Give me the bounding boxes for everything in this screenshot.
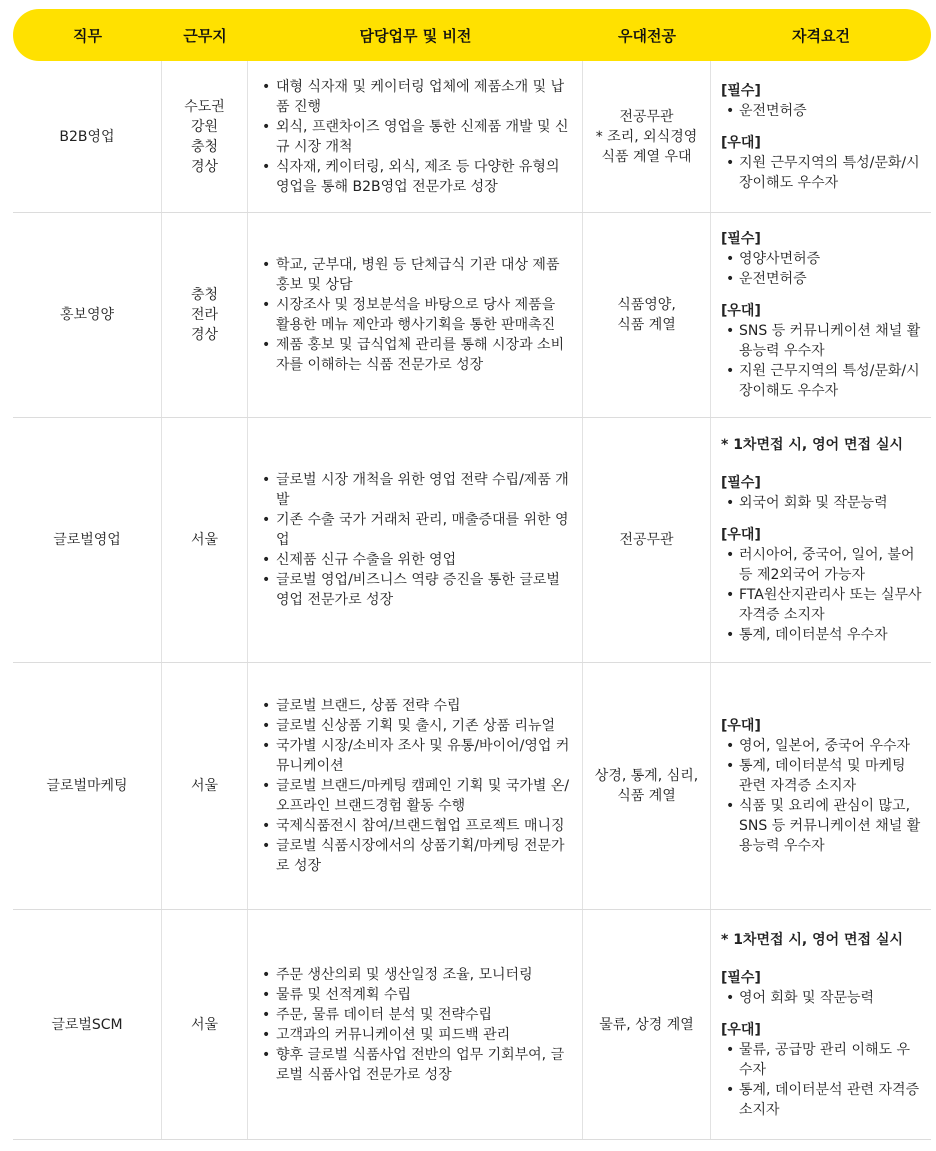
job-name: 홍보영양	[59, 307, 115, 323]
major-list	[617, 295, 676, 335]
duty-item: • 주문 생산의뢰 및 생산일정 조율, 모니터링	[262, 965, 572, 985]
requirements-content	[721, 229, 923, 401]
duty-item: • 글로벌 브랜드/마케팅 캠페인 기획 및 국가별 온/오프라인 브랜드경험 활동 수행	[262, 776, 572, 816]
requirement-list	[721, 101, 923, 121]
interview-note: * 1차면접 시, 영어 면접 실시	[721, 437, 903, 453]
location-item: 경상	[190, 158, 219, 175]
duty-item: • 학교, 군부대, 병원 등 단체급식 기관 대상 제품 홍보 및 상담	[262, 255, 572, 295]
table-body	[13, 61, 931, 1140]
duties-cell	[248, 61, 583, 212]
location-list	[191, 1015, 218, 1035]
duty-item: • 대형 식자재 및 케이터링 업체에 제품소개 및 납품 진행	[262, 77, 572, 117]
requirements-content	[721, 81, 923, 193]
requirement-group	[721, 473, 923, 513]
major-line: 전공무관	[619, 532, 674, 548]
duty-item: • 향후 글로벌 식품사업 전반의 업무 기회부여, 글로벌 식품사업 전문가로 성장	[262, 1045, 572, 1085]
header-requirements: 자격요건	[792, 26, 850, 45]
requirement-group	[721, 81, 923, 121]
requirement-group-title: [우대]	[721, 527, 761, 543]
requirement-item: • 통계, 데이터분석 관련 자격증 소지자	[721, 1080, 923, 1120]
major-line: * 조리, 외식경영	[595, 128, 698, 145]
duty-item: • 식자재, 케이터링, 외식, 제조 등 다양한 유형의 영업을 통해 B2B영업 전문가로 성장	[262, 157, 572, 197]
major-cell	[583, 61, 711, 212]
duties-cell	[248, 663, 583, 909]
major-line: 상경, 통계, 심리,	[594, 768, 699, 784]
requirement-list	[721, 153, 923, 193]
requirement-group-title: [필수]	[721, 231, 761, 247]
duty-item: • 제품 홍보 및 급식업체 관리를 통해 시장과 소비자를 이해하는 식품 전문가로 성장	[262, 335, 572, 375]
job-cell	[13, 61, 162, 212]
duties-list	[262, 696, 572, 876]
header-location: 근무지	[183, 26, 227, 45]
duties-list	[262, 77, 572, 197]
requirement-list	[721, 493, 923, 513]
requirement-group-title: [우대]	[721, 303, 761, 319]
table-row	[13, 910, 931, 1140]
major-list	[619, 530, 673, 550]
location-list	[184, 97, 225, 177]
location-item: 수도권	[184, 98, 225, 115]
requirement-group-title: [우대]	[721, 134, 761, 151]
duties-list	[262, 965, 572, 1085]
location-item: 경상	[190, 327, 219, 343]
duty-item: • 고객과의 커뮤니케이션 및 피드백 관리	[262, 1025, 572, 1045]
requirements-cell	[711, 663, 931, 909]
requirement-group	[721, 968, 923, 1008]
location-item: 서울	[190, 532, 219, 548]
major-line: 식품 계열 우대	[601, 148, 692, 165]
duty-item: • 글로벌 브랜드, 상품 전략 수립	[262, 696, 572, 716]
job-name: 글로벌SCM	[51, 1016, 123, 1033]
job-name: B2B영업	[59, 128, 115, 145]
duty-item: • 물류 및 선적계획 수립	[262, 985, 572, 1005]
job-name: 글로벌마케팅	[46, 778, 128, 794]
major-line: 식품 계열	[617, 317, 676, 333]
requirement-item: • 지원 근무지역의 특성/문화/시장이해도 우수자	[721, 153, 923, 193]
duties-list	[262, 255, 572, 375]
requirement-list	[721, 249, 923, 289]
requirement-item: • FTA원산지관리사 또는 실무사 자격증 소지자	[721, 585, 923, 625]
major-list	[595, 766, 698, 806]
major-list	[599, 1015, 694, 1035]
job-name: 글로벌영업	[53, 532, 121, 548]
requirement-group	[721, 716, 923, 856]
requirement-list	[721, 545, 923, 645]
duty-item: • 글로벌 영업/비즈니스 역량 증진을 통한 글로벌 영업 전문가로 성장	[262, 570, 572, 610]
major-cell	[583, 418, 711, 662]
duty-item: • 시장조사 및 정보분석을 바탕으로 당사 제품을 활용한 메뉴 제안과 행사기획을 통한 판매촉진	[262, 295, 572, 335]
job-cell	[13, 663, 162, 909]
duty-item: • 주문, 물류 데이터 분석 및 전략수립	[262, 1005, 572, 1025]
location-item: 충청	[190, 287, 219, 303]
location-item: 전라	[190, 307, 219, 323]
requirement-item: • 지원 근무지역의 특성/문화/시장이해도 우수자	[721, 361, 923, 401]
header-duties: 담당업무 및 비전	[359, 26, 472, 45]
duty-item: • 외식, 프랜차이즈 영업을 통한 신제품 개발 및 신규 시장 개척	[262, 117, 572, 157]
requirement-item: • 영어 회화 및 작문능력	[721, 988, 923, 1008]
duty-item: • 국가별 시장/소비자 조사 및 유통/바이어/영업 커뮤니케이션	[262, 736, 572, 776]
requirement-group-title: [필수]	[721, 82, 761, 99]
location-cell	[162, 663, 248, 909]
header-preferred-major: 우대전공	[618, 26, 676, 45]
requirement-group	[721, 1020, 923, 1120]
requirement-group	[721, 229, 923, 289]
duties-cell	[248, 418, 583, 662]
requirement-item: • 러시아어, 중국어, 일어, 불어 등 제2외국어 가능자	[721, 545, 923, 585]
requirement-item: • 영양사면허증	[721, 249, 923, 269]
requirement-group	[721, 301, 923, 401]
requirement-item: • 외국어 회화 및 작문능력	[721, 493, 923, 513]
header-job: 직무	[73, 26, 102, 45]
duty-item: • 글로벌 식품시장에서의 상품기획/마케팅 전문가로 성장	[262, 836, 572, 876]
duties-cell	[248, 910, 583, 1139]
location-item: 충청	[190, 138, 219, 155]
location-cell	[162, 910, 248, 1139]
table-row	[13, 663, 931, 910]
table-row	[13, 418, 931, 663]
location-item: 서울	[190, 1016, 219, 1033]
requirements-cell	[711, 910, 931, 1139]
job-cell	[13, 418, 162, 662]
duty-item: • 글로벌 시장 개척을 위한 영업 전략 수립/제품 개발	[262, 470, 572, 510]
major-cell	[583, 663, 711, 909]
requirement-group-title: [필수]	[721, 475, 761, 491]
duty-item: • 국제식품전시 참여/브랜드협업 프로젝트 매니징	[262, 816, 572, 836]
location-list	[191, 776, 218, 796]
major-line: 식품영양,	[617, 297, 676, 313]
requirements-cell	[711, 418, 931, 662]
requirement-group-title: [필수]	[721, 969, 761, 986]
major-list	[596, 107, 698, 167]
requirement-item: • 영어, 일본어, 중국어 우수자	[721, 736, 923, 756]
location-cell	[162, 213, 248, 417]
location-list	[191, 530, 218, 550]
requirement-group	[721, 525, 923, 645]
duties-cell	[248, 213, 583, 417]
job-cell	[13, 213, 162, 417]
requirement-list	[721, 988, 923, 1008]
requirements-content	[721, 930, 923, 1120]
requirements-cell	[711, 213, 931, 417]
major-line: 식품 계열	[617, 788, 676, 804]
requirements-content	[721, 716, 923, 856]
interview-note: * 1차면접 시, 영어 면접 실시	[721, 931, 903, 948]
location-cell	[162, 418, 248, 662]
location-item: 서울	[190, 778, 219, 794]
job-cell	[13, 910, 162, 1139]
requirement-item: • 운전면허증	[721, 269, 923, 289]
requirements-content	[721, 435, 923, 645]
table-header	[13, 9, 931, 61]
duties-list	[262, 470, 572, 610]
location-item: 강원	[190, 118, 219, 135]
requirement-list	[721, 1040, 923, 1120]
major-cell	[583, 213, 711, 417]
table-row	[13, 213, 931, 418]
requirement-item: • 통계, 데이터분석 우수자	[721, 625, 923, 645]
requirement-item: • 운전면허증	[721, 101, 923, 121]
requirement-item: • 물류, 공급망 관리 이해도 우수자	[721, 1040, 923, 1080]
requirement-item: • 식품 및 요리에 관심이 많고, SNS 등 커뮤니케이션 채널 활용능력 우수자	[721, 796, 923, 856]
requirement-item: • 통계, 데이터분석 및 마케팅 관련 자격증 소지자	[721, 756, 923, 796]
requirement-list	[721, 736, 923, 856]
location-list	[191, 285, 218, 345]
requirement-group-title: [우대]	[721, 1021, 761, 1038]
duty-item: • 신제품 신규 수출을 위한 영업	[262, 550, 572, 570]
major-line: 물류, 상경 계열	[599, 1016, 694, 1033]
table-row	[13, 61, 931, 213]
requirement-group-title: [우대]	[721, 718, 761, 734]
duty-item: • 글로벌 신상품 기획 및 출시, 기존 상품 리뉴얼	[262, 716, 572, 736]
location-cell	[162, 61, 248, 212]
requirement-item: • SNS 등 커뮤니케이션 채널 활용능력 우수자	[721, 321, 923, 361]
duty-item: • 기존 수출 국가 거래처 관리, 매출증대를 위한 영업	[262, 510, 572, 550]
requirement-list	[721, 321, 923, 401]
requirements-cell	[711, 61, 931, 212]
major-cell	[583, 910, 711, 1139]
major-line: 전공무관	[619, 108, 674, 125]
requirement-group	[721, 133, 923, 193]
